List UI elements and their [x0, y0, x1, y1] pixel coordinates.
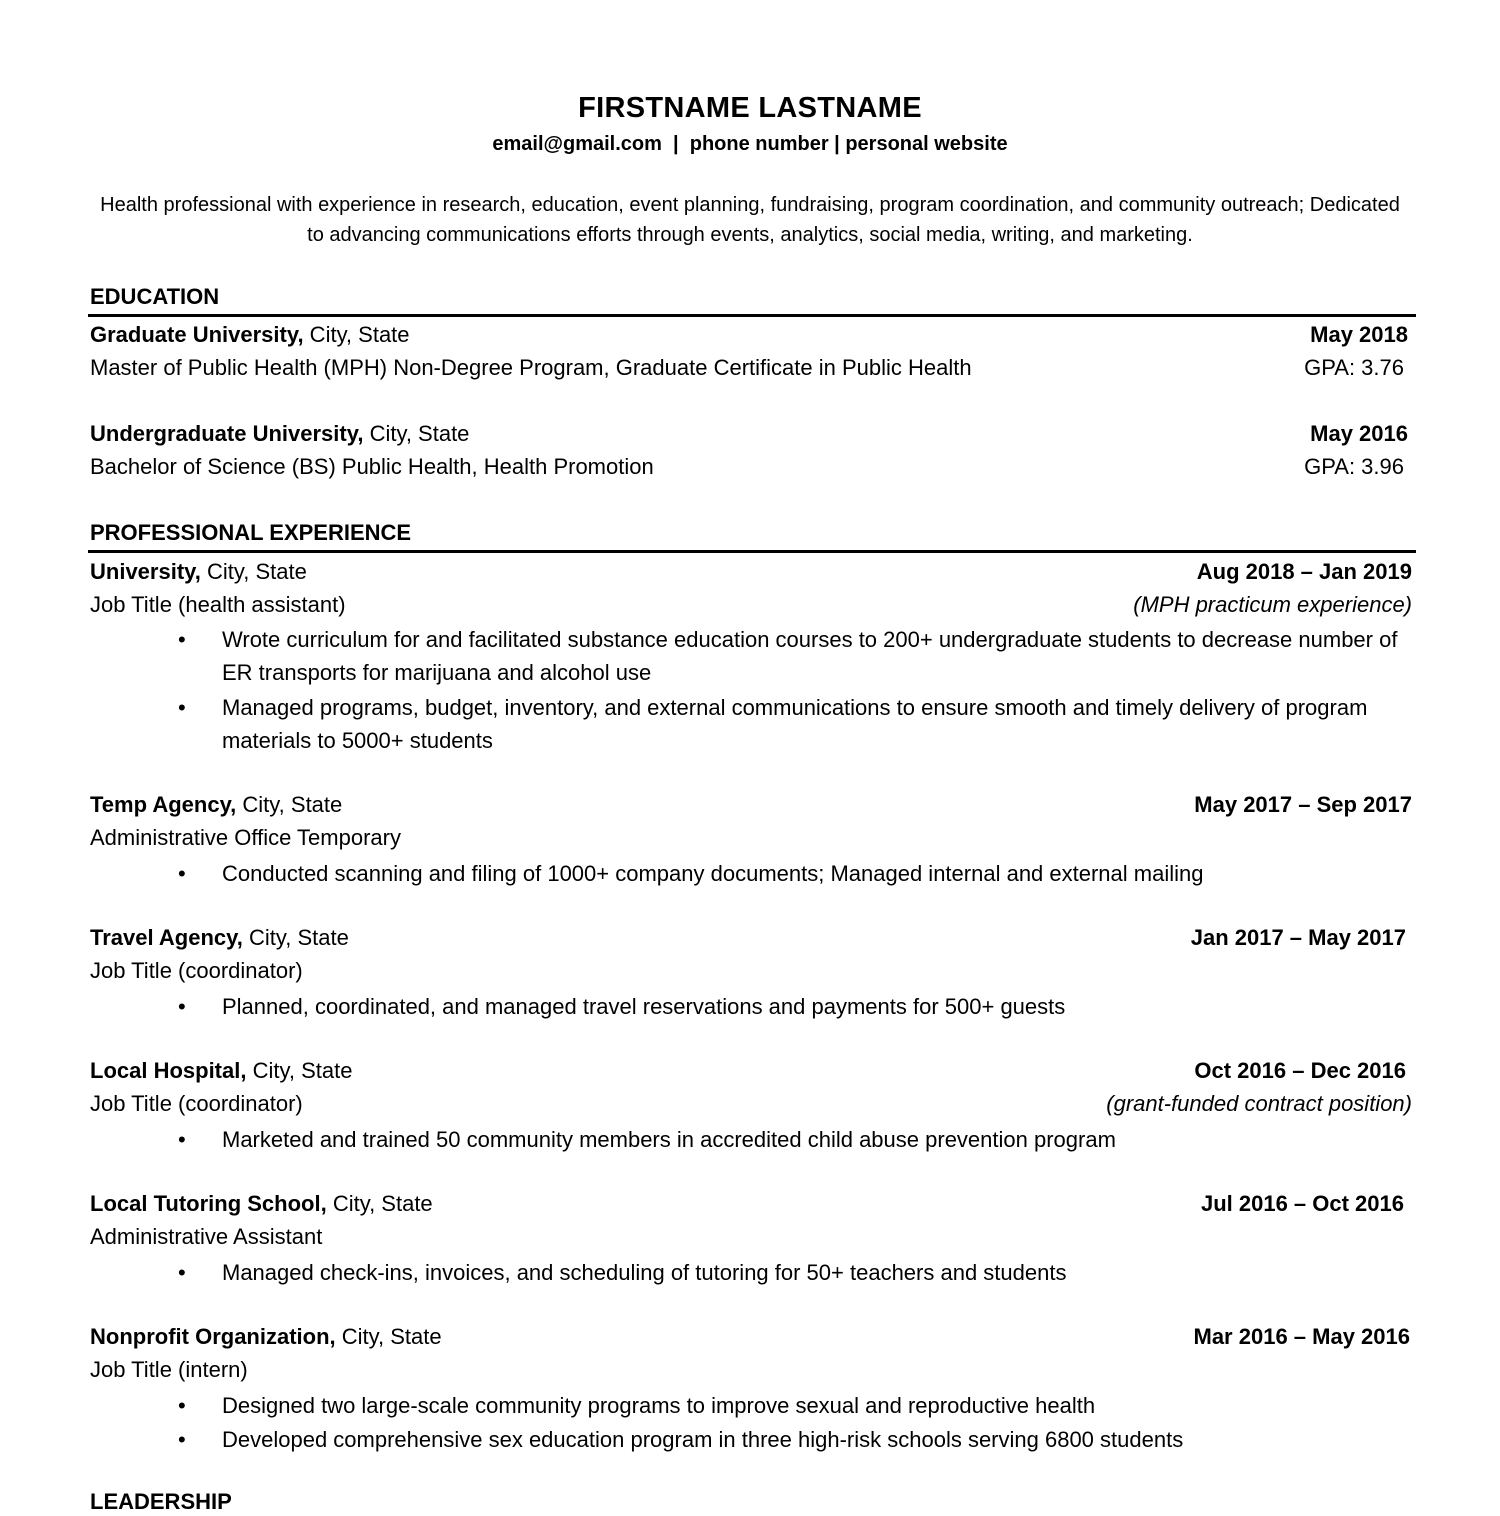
bullet-text: Designed two large-scale community programs to improve sexual and reproductive health: [222, 1393, 1096, 1418]
employer-name: Travel Agency,: [90, 925, 243, 950]
employer-name: Local Tutoring School,: [90, 1191, 327, 1216]
school-location: City, State: [303, 322, 410, 347]
bullet-text: Planned, coordinated, and managed travel reservations and payments for 500+ guests: [222, 994, 1066, 1019]
job-header: [90, 1056, 1412, 1086]
bullet-icon: •: [178, 861, 186, 886]
job-header: [90, 790, 1412, 820]
job-title-row: [90, 590, 1412, 620]
education-entry-header: [90, 320, 1412, 350]
employer-location: City, State: [246, 1058, 353, 1083]
job-title: Administrative Assistant: [90, 1224, 323, 1249]
job-title: Job Title (intern): [90, 1357, 248, 1382]
employer-location: City, State: [335, 1324, 442, 1349]
job-title-row: [90, 1355, 1412, 1385]
job-header: [90, 1322, 1412, 1352]
job-title: Job Title (coordinator): [90, 1091, 303, 1116]
job-title-row: [90, 1222, 1412, 1252]
employer-name: Local Hospital,: [90, 1058, 247, 1083]
employer-name: University,: [90, 559, 201, 584]
employer-location: City, State: [242, 925, 349, 950]
experience-heading: PROFESSIONAL EXPERIENCE: [90, 520, 412, 545]
bullet-icon: •: [178, 994, 186, 1019]
job-title: Job Title (health assistant): [90, 592, 346, 617]
job-dates: Jan 2017 – May 2017: [1190, 925, 1406, 950]
job-header: [90, 557, 1412, 587]
bullet-icon: •: [178, 627, 186, 652]
school-name: Undergraduate University,: [90, 421, 364, 446]
leadership-heading: LEADERSHIP: [90, 1489, 232, 1514]
bullet-text: Managed programs, budget, inventory, and external communications to ensure smooth and timely delivery of program materials to 5000+ students: [222, 695, 1368, 753]
job-title-row: [90, 956, 1412, 986]
bullet-icon: •: [178, 1427, 186, 1452]
employer-location: City, State: [236, 792, 343, 817]
job-title-row: [90, 823, 1412, 853]
employer-location: City, State: [200, 559, 307, 584]
degree: Bachelor of Science (BS) Public Health, Health Promotion: [90, 454, 654, 479]
job-title: Administrative Office Temporary: [90, 825, 401, 850]
contact-line: email@gmail.com | phone number | personal website: [492, 133, 1008, 155]
job-dates: Jul 2016 – Oct 2016: [1200, 1191, 1404, 1216]
bullet-text: Conducted scanning and filing of 1000+ company documents; Managed internal and external mailing: [222, 861, 1204, 886]
job-dates: Mar 2016 – May 2016: [1193, 1324, 1410, 1349]
employer-location: City, State: [326, 1191, 433, 1216]
bullet-text: Marketed and trained 50 community members in accredited child abuse prevention program: [222, 1127, 1116, 1152]
job-dates: May 2017 – Sep 2017: [1194, 792, 1412, 817]
education-entry-detail: [90, 452, 1412, 482]
job-header: [90, 1189, 1412, 1219]
employer-name: Temp Agency,: [90, 792, 237, 817]
job-header: [90, 923, 1412, 953]
job-title: Job Title (coordinator): [90, 958, 303, 983]
education-entry-header: [90, 419, 1412, 449]
bullet-text: Managed check-ins, invoices, and scheduling of tutoring for 50+ teachers and students: [222, 1260, 1067, 1285]
education-heading: EDUCATION: [90, 284, 220, 309]
job-dates: Oct 2016 – Dec 2016: [1194, 1058, 1406, 1083]
job-note: (grant-funded contract position): [1106, 1091, 1412, 1116]
graduation-date: May 2018: [1310, 322, 1408, 347]
job-title-row: [90, 1089, 1412, 1119]
bullet-icon: •: [178, 1260, 186, 1285]
education-divider: [88, 314, 1416, 317]
bullet-icon: •: [178, 695, 186, 720]
bullet-icon: •: [178, 1393, 186, 1418]
job-dates: Aug 2018 – Jan 2019: [1196, 559, 1412, 584]
education-entry-detail: [90, 353, 1412, 383]
degree: Master of Public Health (MPH) Non-Degree Program, Graduate Certificate in Public Health: [90, 355, 972, 380]
graduation-date: May 2016: [1310, 421, 1408, 446]
job-note: (MPH practicum experience): [1133, 592, 1412, 617]
experience-divider: [88, 550, 1416, 553]
school-name: Graduate University,: [90, 322, 304, 347]
resume-name: FIRSTNAME LASTNAME: [578, 92, 922, 124]
summary-paragraph: Health professional with experience in research, education, event planning, fundraising, program coordination, and community outreach; Dedicated to advancing communications efforts through events, analytics, social media, writing, and marketing.: [100, 194, 1400, 246]
bullet-text: Wrote curriculum for and facilitated substance education courses to 200+ undergraduate students to decrease number of ER transports for marijuana and alcohol use: [222, 627, 1398, 685]
gpa: GPA: 3.96: [1304, 454, 1404, 479]
school-location: City, State: [363, 421, 470, 446]
employer-name: Nonprofit Organization,: [90, 1324, 336, 1349]
gpa: GPA: 3.76: [1304, 355, 1404, 380]
bullet-text: Developed comprehensive sex education program in three high-risk schools serving 6800 students: [222, 1427, 1184, 1452]
bullet-icon: •: [178, 1127, 186, 1152]
